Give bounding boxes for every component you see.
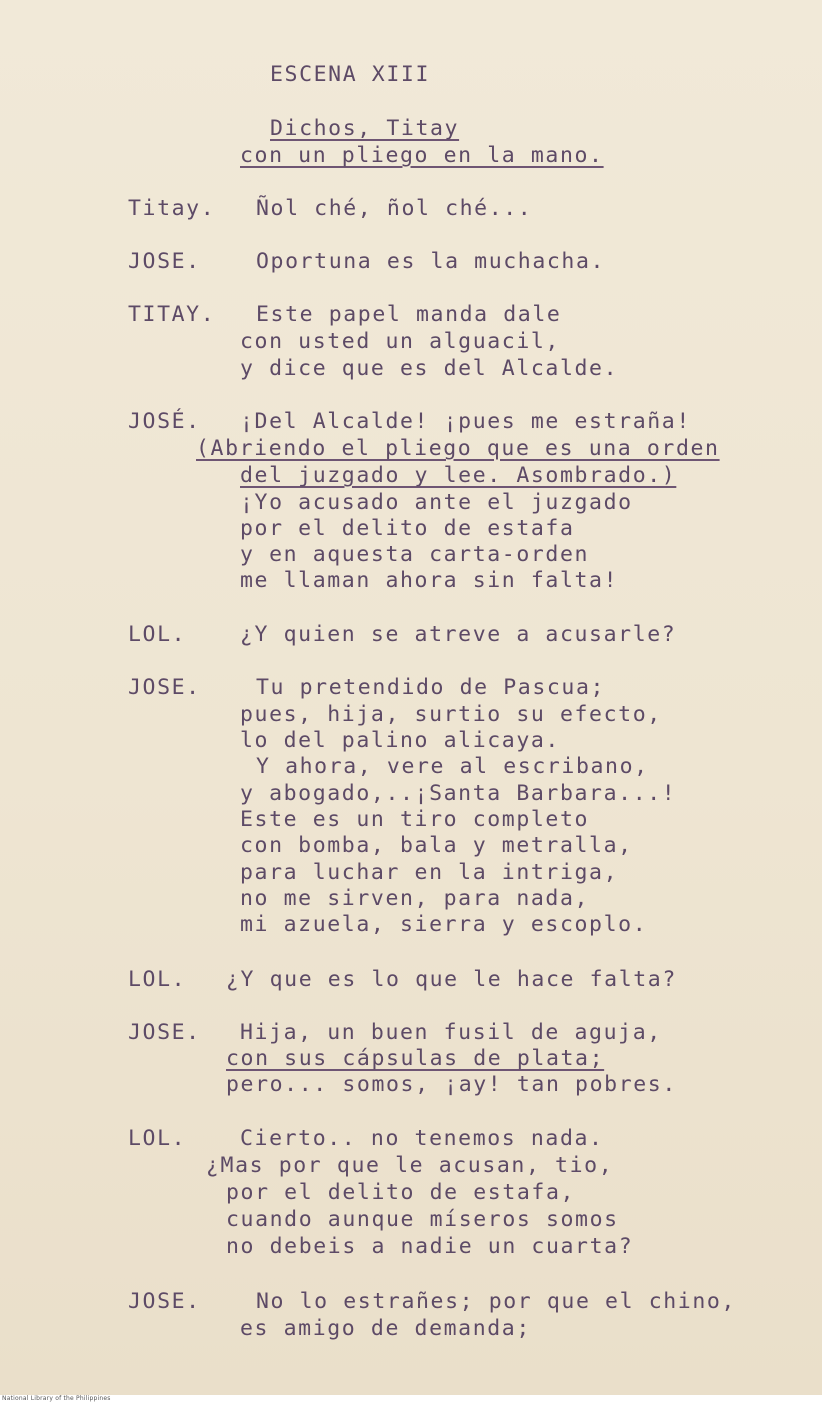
footer-strip (0, 1395, 822, 1403)
dialogue-line: no me sirven, para nada, (240, 886, 590, 911)
dialogue-line: por el delito de estafa, (226, 1180, 576, 1205)
dialogue-line: Cierto.. no tenemos nada. (240, 1126, 604, 1151)
speaker-name: Titay. (128, 196, 216, 221)
speaker-name: JOSE. (128, 675, 201, 700)
dialogue-line: Este papel manda dale (256, 302, 562, 327)
dialogue-line: pues, hija, surtio su efecto, (240, 702, 662, 727)
speaker-name: TITAY. (128, 302, 216, 327)
dialogue-line: ¿Y que es lo que le hace falta? (226, 967, 677, 992)
dialogue-line: Hija, un buen fusil de aguja, (240, 1020, 662, 1045)
dialogue-line: y dice que es del Alcalde. (240, 356, 619, 381)
dialogue-line: No lo estrañes; por que el chino, (256, 1289, 736, 1314)
speaker-name: LOL. (128, 967, 187, 992)
dialogue-line: Ñol ché, ñol ché... (256, 196, 533, 221)
stage-heading-line2: con un pliego en la mano. (240, 143, 604, 168)
dialogue-line: Y ahora, vere al escribano, (256, 754, 649, 779)
dialogue-line: ¡Del Alcalde! ¡pues me estraña! (240, 409, 691, 434)
verse-line: ¡Yo acusado ante el juzgado (240, 490, 633, 515)
scene-title: ESCENA XIII (270, 62, 430, 87)
dialogue-line: lo del palino alicaya. (240, 728, 560, 753)
speaker-name: LOL. (128, 1126, 187, 1151)
dialogue-line: mi azuela, sierra y escoplo. (240, 912, 648, 937)
speaker-name: JOSE. (128, 249, 201, 274)
speaker-name: JOSE. (128, 1289, 201, 1314)
dialogue-line: para luchar en la intriga, (240, 860, 619, 885)
speaker-name: LOL. (128, 622, 187, 647)
stage-direction-line: (Abriendo el pliego que es una orden (196, 436, 720, 461)
verse-line: y en aquesta carta-orden (240, 542, 590, 567)
dialogue-line: cuando aunque míseros somos (226, 1207, 619, 1232)
dialogue-line: con usted un alguacil, (240, 329, 560, 354)
dialogue-line: ¿Y quien se atreve a acusarle? (240, 622, 677, 647)
dialogue-line: y abogado,..¡Santa Barbara...! (240, 781, 677, 806)
dialogue-line: con sus cápsulas de plata; (226, 1046, 605, 1071)
verse-line: por el delito de estafa (240, 516, 575, 541)
dialogue-line: Tu pretendido de Pascua; (256, 675, 606, 700)
stage-direction-line: del juzgado y lee. Asombrado.) (240, 463, 677, 488)
dialogue-line: ¿Mas por que le acusan, tio, (206, 1153, 614, 1178)
dialogue-line: con bomba, bala y metralla, (240, 833, 633, 858)
dialogue-line: pero... somos, ¡ay! tan pobres. (226, 1072, 677, 1097)
dialogue-line: no debeis a nadie un cuarta? (226, 1234, 634, 1259)
dialogue-line: Oportuna es la muchacha. (256, 249, 606, 274)
speaker-name: JOSE. (128, 1020, 201, 1045)
speaker-name: JOSÉ. (128, 409, 201, 434)
verse-line: me llaman ahora sin falta! (240, 568, 619, 593)
dialogue-line: es amigo de demanda; (240, 1316, 531, 1341)
dialogue-line: Este es un tiro completo (240, 807, 590, 832)
stage-heading-line1: Dichos, Titay (270, 116, 460, 141)
library-credit: National Library of the Philippines (2, 1395, 111, 1402)
